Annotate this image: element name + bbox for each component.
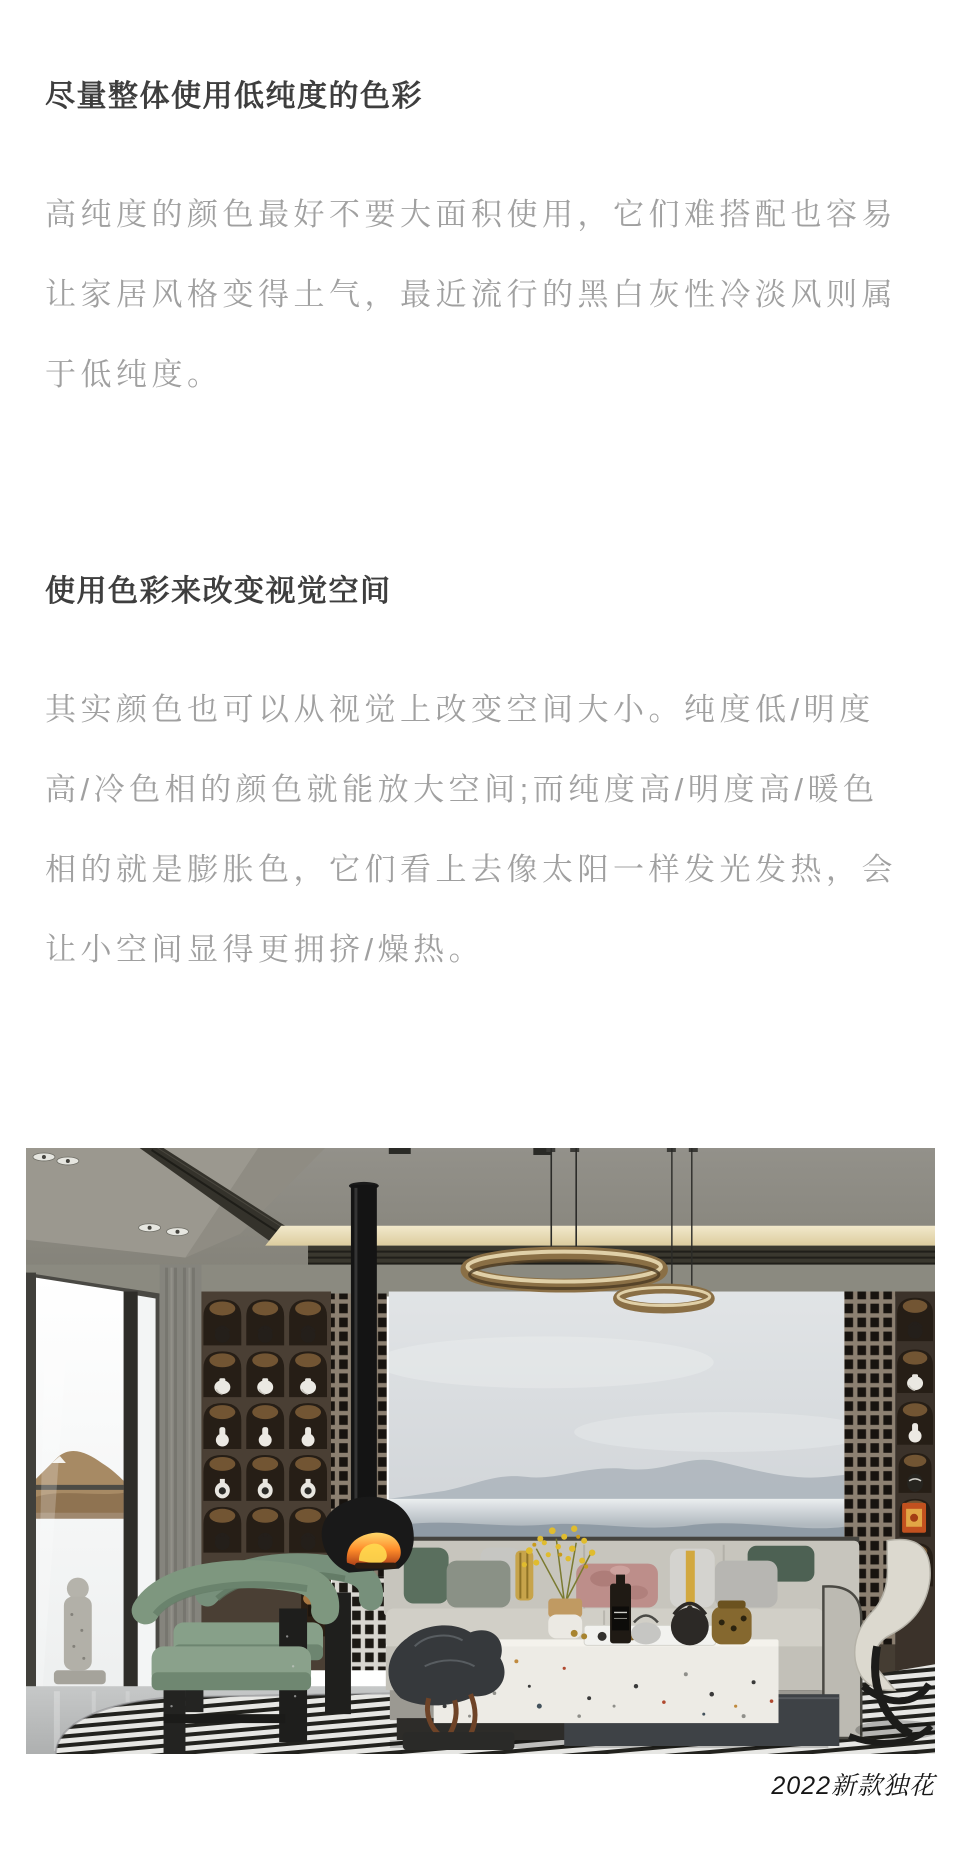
text-line: 于低纯度。 xyxy=(45,357,223,392)
text-line: 高/冷色相的颜色就能放大空间;而纯度高/明度高/暖色 xyxy=(45,772,879,807)
mountain-mist-mural xyxy=(375,1292,873,1573)
text-line: 让小空间显得更拥挤/燥热。 xyxy=(45,932,485,967)
fireplace-flue-pipe xyxy=(349,1182,379,1522)
text-line: 其实颜色也可以从视觉上改变空间大小。纯度低/明度 xyxy=(45,692,875,727)
suspended-fireplace xyxy=(322,1497,414,1573)
text-line: 让家居风格变得土气，最近流行的黑白灰性冷淡风则属 xyxy=(45,277,897,312)
text-line: 高纯度的颜色最好不要大面积使用，它们难搭配也容易 xyxy=(45,197,897,232)
section2-paragraph xyxy=(45,670,935,990)
section2-heading: 使用色彩来改变视觉空间 xyxy=(45,575,392,608)
section1-paragraph xyxy=(45,175,935,415)
section1-heading: 尽量整体使用低纯度的色彩 xyxy=(45,80,423,113)
living-room-photo[interactable] xyxy=(26,1148,935,1754)
floor-window xyxy=(26,1273,160,1708)
photo-caption: 2022新款独花 xyxy=(771,1772,935,1800)
text-line: 相的就是膨胀色，它们看上去像太阳一样发光发热，会 xyxy=(45,852,897,887)
red-artwork-box xyxy=(902,1503,926,1533)
living-room-illustration xyxy=(26,1148,935,1754)
black-vase xyxy=(907,1474,923,1492)
